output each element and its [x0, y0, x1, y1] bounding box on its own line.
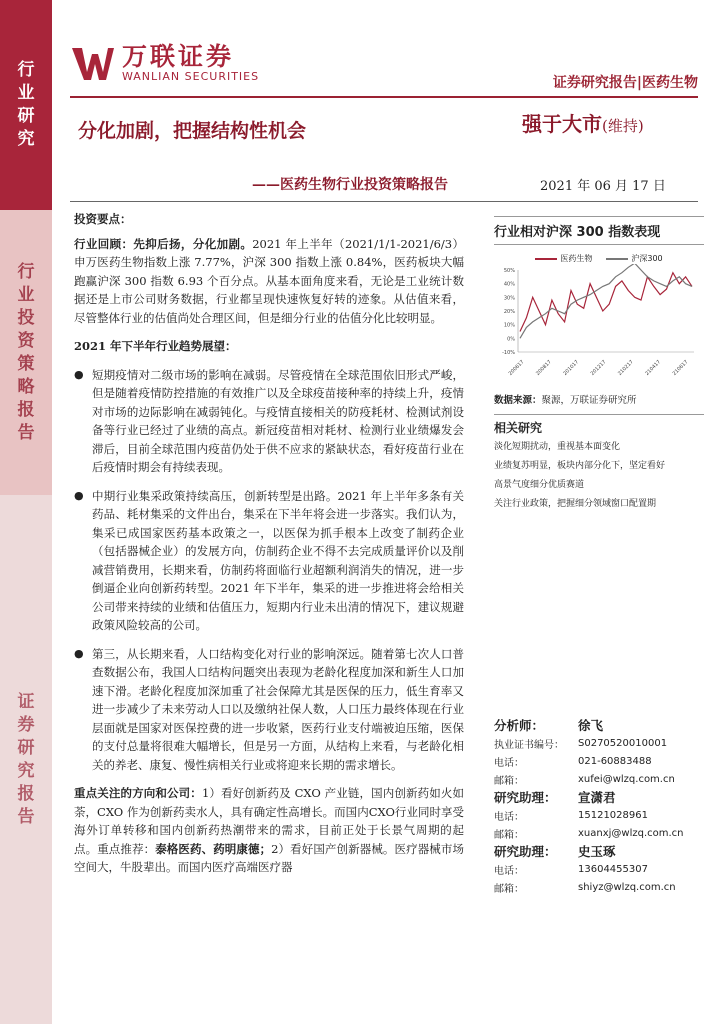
bullet-icon: ● — [74, 367, 84, 381]
sidebar-block-strategy-report — [0, 210, 52, 495]
analyst-key: 邮箱： — [494, 775, 524, 787]
related-item[interactable]: 业绩复苏明显，板块内部分化下，坚定看好 — [494, 461, 666, 471]
source-label: 数据来源： — [494, 395, 542, 406]
legend-label: 医药生物 — [560, 254, 593, 263]
bullet-item — [74, 645, 464, 775]
sidebar-char: 业 — [17, 83, 35, 103]
related-item[interactable]: 关注行业政策，把握细分领域窗口配置期 — [494, 499, 657, 509]
legend-swatch — [535, 258, 557, 260]
main-body — [74, 210, 464, 883]
series-line — [520, 273, 692, 332]
trend-heading: 2021 年下半年行业趋势展望： — [74, 339, 237, 353]
analyst-value: 宣潇君 — [578, 790, 616, 805]
analyst-row — [494, 716, 704, 734]
analyst-value: 13604455307 — [578, 863, 648, 875]
sidebar-char: 行 — [17, 261, 35, 282]
x-tick-label: 201217 — [589, 359, 608, 377]
x-tick-label: 200617 — [507, 359, 526, 377]
y-tick-label: -10% — [502, 350, 515, 356]
bullet-text: 短期疫情对二级市场的影响在减弱。尽管疫情在全球范围依旧形式严峻，但是随着疫情防控措施的有效推广以及全球疫苗接种率的持续上升，疫情对市场的边际影响在减弱钝化。与疫情直接相关的防疫耗材、检测试剂设备等行业已经过了业绩的高点。新冠疫苗相对耗材、检测行业业绩爆发会滞后，目前全球范围内疫苗仍处于供不应求的紧缺状态，看好疫苗行业在后疫情时期会有持续表现。 — [92, 367, 464, 474]
sidebar-char: 研 — [17, 106, 35, 126]
bullet-icon: ● — [74, 488, 84, 502]
analyst-value[interactable]: xufei@wlzq.com.cn — [578, 773, 675, 785]
header-divider — [70, 96, 698, 98]
analyst-row — [494, 824, 704, 842]
series-line — [520, 264, 692, 338]
analyst-value: 15121028961 — [578, 809, 648, 821]
sidebar-block-industry-research — [0, 0, 52, 210]
sidebar-char: 策 — [17, 353, 35, 374]
analyst-value: 徐飞 — [578, 718, 604, 733]
analyst-value: 021-60883488 — [578, 755, 652, 767]
sidebar-char: 究 — [17, 760, 35, 781]
right-column — [494, 210, 704, 514]
analyst-row — [494, 752, 704, 770]
analyst-row — [494, 788, 704, 806]
report-title: 分化加剧，把握结构性机会 — [78, 120, 307, 142]
performance-chart — [494, 264, 704, 382]
analyst-row — [494, 770, 704, 788]
sidebar-char: 略 — [17, 376, 35, 397]
focus-tail: 2）看好国产创新器械。医疗器械市场空间大，牛股辈出。而国内医疗高端医疗器 — [74, 841, 465, 874]
title-divider — [70, 201, 698, 202]
y-tick-label: 50% — [503, 268, 515, 274]
bullet-icon: ● — [74, 646, 84, 660]
focus-companies: 泰格医药、药明康德； — [155, 841, 272, 856]
focus-paragraph — [74, 784, 464, 877]
related-title: 相关研究 — [494, 414, 704, 436]
sidebar-char: 报 — [17, 783, 35, 804]
sidebar-char: 报 — [17, 399, 35, 420]
sidebar-char: 券 — [17, 714, 35, 735]
analyst-key: 研究助理： — [494, 790, 557, 805]
legend-item — [535, 253, 592, 264]
review-label: 行业回顾：先抑后扬，分化加剧。 — [74, 236, 253, 251]
bullet-item — [74, 366, 464, 477]
chart-legend — [494, 253, 704, 264]
sidebar-char: 究 — [17, 129, 35, 149]
brand-name-cn: 万联证券 — [122, 42, 235, 71]
analyst-row — [494, 878, 704, 896]
legend-swatch — [606, 258, 628, 260]
related-item[interactable]: 高景气度细分优质赛道 — [494, 480, 585, 490]
analyst-value[interactable]: xuanxj@wlzq.com.cn — [578, 827, 684, 839]
brand-name-en: WANLIAN SECURITIES — [122, 70, 260, 83]
analyst-row — [494, 842, 704, 860]
analyst-info — [494, 716, 704, 896]
y-tick-label: 10% — [503, 322, 515, 329]
y-tick-label: 0% — [507, 336, 515, 343]
rating-main: 强于大市 — [522, 112, 602, 136]
analyst-key: 研究助理： — [494, 844, 557, 859]
related-list — [494, 438, 704, 514]
analyst-value: 史玉琢 — [578, 844, 616, 859]
analyst-key: 邮箱： — [494, 829, 524, 841]
analyst-key: 电话： — [494, 865, 524, 877]
analyst-value[interactable]: shiyz@wlzq.com.cn — [578, 881, 676, 893]
x-tick-label: 210217 — [617, 359, 635, 377]
wanlian-logo-icon — [70, 46, 116, 82]
bullet-item — [74, 487, 464, 635]
section-heading: 投资要点： — [74, 212, 132, 226]
sidebar-char: 告 — [17, 422, 35, 443]
sidebar-block-securities-report — [0, 495, 52, 1024]
x-tick-label: 210617 — [671, 359, 690, 377]
sidebar-char: 研 — [17, 737, 35, 758]
legend-item — [606, 253, 662, 264]
report-subtitle: ——医药生物行业投资策略报告 — [252, 177, 448, 193]
report-category: 证券研究报告|医药生物 — [552, 75, 698, 91]
focus-text: 1）看好创新药及 CXO 产业链，国内创新药如火如荼，CXO 作为创新药卖水人，具有确定性高增长。而国内CXO行业同时享受海外订单转移和国内创新药热潮带来的需求，目前正处于长景气周期的起点。重点推荐： — [74, 786, 465, 856]
sidebar-char: 资 — [17, 330, 35, 351]
chart-title: 行业相对沪深 300 指数表现 — [494, 216, 704, 245]
x-tick-label: 210417 — [644, 359, 663, 377]
sidebar-char: 业 — [17, 284, 35, 305]
rating-note: (维持) — [602, 117, 644, 135]
sidebar-char: 行 — [17, 60, 35, 80]
y-tick-label: 20% — [503, 309, 515, 315]
review-text: 2021 年上半年（2021/1/1-2021/6/3）申万医药生物指数上涨 7.77%，沪深 300 指数上涨 0.84%，医药板块大幅跑赢沪深 300 指数 6.93 个百分点。从基本面角度来看，无论是工业统计数据还是上市公司财务数据，行业都呈现快速恢复好转的迹象。从估值来看，尽管整体行业的估值尚处合理区间，但是细分行业的估值分化比较明显。 — [74, 236, 465, 325]
analyst-value: S0270520010001 — [578, 737, 668, 749]
analyst-row — [494, 860, 704, 878]
source-text: 聚源，万联证券研究所 — [541, 395, 637, 406]
analyst-key: 分析师： — [494, 718, 545, 733]
legend-label: 沪深300 — [631, 254, 663, 263]
analyst-key: 执业证书编号： — [494, 739, 564, 751]
analyst-key: 电话： — [494, 757, 524, 769]
review-paragraph — [74, 235, 464, 328]
sidebar-char: 投 — [17, 307, 35, 328]
report-date: 2021 年 06 月 17 日 — [540, 179, 666, 194]
brand-logo — [70, 44, 259, 83]
analyst-key: 邮箱： — [494, 883, 524, 895]
bullet-text: 第三，从长期来看，人口结构变化对行业的影响深远。随着第七次人口普查数据公布，我国人口结构问题突出表现为老龄化程度加深和新生人口加速下滑。老龄化程度加深加重了社会保障尤其是医保的压力，低生育率又进一步减少了未来劳动人口以及缴纳社保人数，人口压力最终体现在行业层面就是国家对医保控费的进一步收紧，医药行业支付端被迫压缩，医保的支付总量将很难大幅增长，但是另一方面，从结构上来看，与老龄化相关的养老、康复、慢性病相关行业或将迎来长期的需求增长。 — [92, 646, 464, 772]
x-tick-label: 200817 — [535, 359, 553, 377]
sidebar-char: 告 — [17, 806, 35, 827]
related-item[interactable]: 淡化短期扰动，重视基本面变化 — [494, 442, 621, 452]
sidebar-char: 证 — [17, 691, 35, 712]
y-tick-label: 30% — [503, 295, 515, 302]
bullet-text: 中期行业集采政策持续高压，创新转型是出路。2021 年上半年多条有关药品、耗材集采的文件出台，集采在下半年将会进一步落实。我们认为，集采已成国家医药基本政策之一，以医保为抓手根本上改变了制药企业（包括器械企业）的发展方向，仿制药企业不得不去完成质量评价以及削减营销费用，长期来看，仿制药将面临行业超额利润消失的情况，进一步倒逼企业向创新药转型。2021 年下半年，集采的进一步推进将会给相关公司带来持续的业绩和估值压力，短期内行业未出清的情况下，建议规避政策风险较高的公司。 — [92, 488, 464, 632]
rating — [522, 108, 644, 137]
data-source — [494, 392, 704, 406]
focus-label: 重点关注的方向和公司： — [74, 786, 202, 800]
analyst-row — [494, 734, 704, 752]
x-tick-label: 201017 — [562, 359, 581, 377]
analyst-row — [494, 806, 704, 824]
y-tick-label: 40% — [503, 281, 515, 288]
analyst-key: 电话： — [494, 811, 524, 823]
